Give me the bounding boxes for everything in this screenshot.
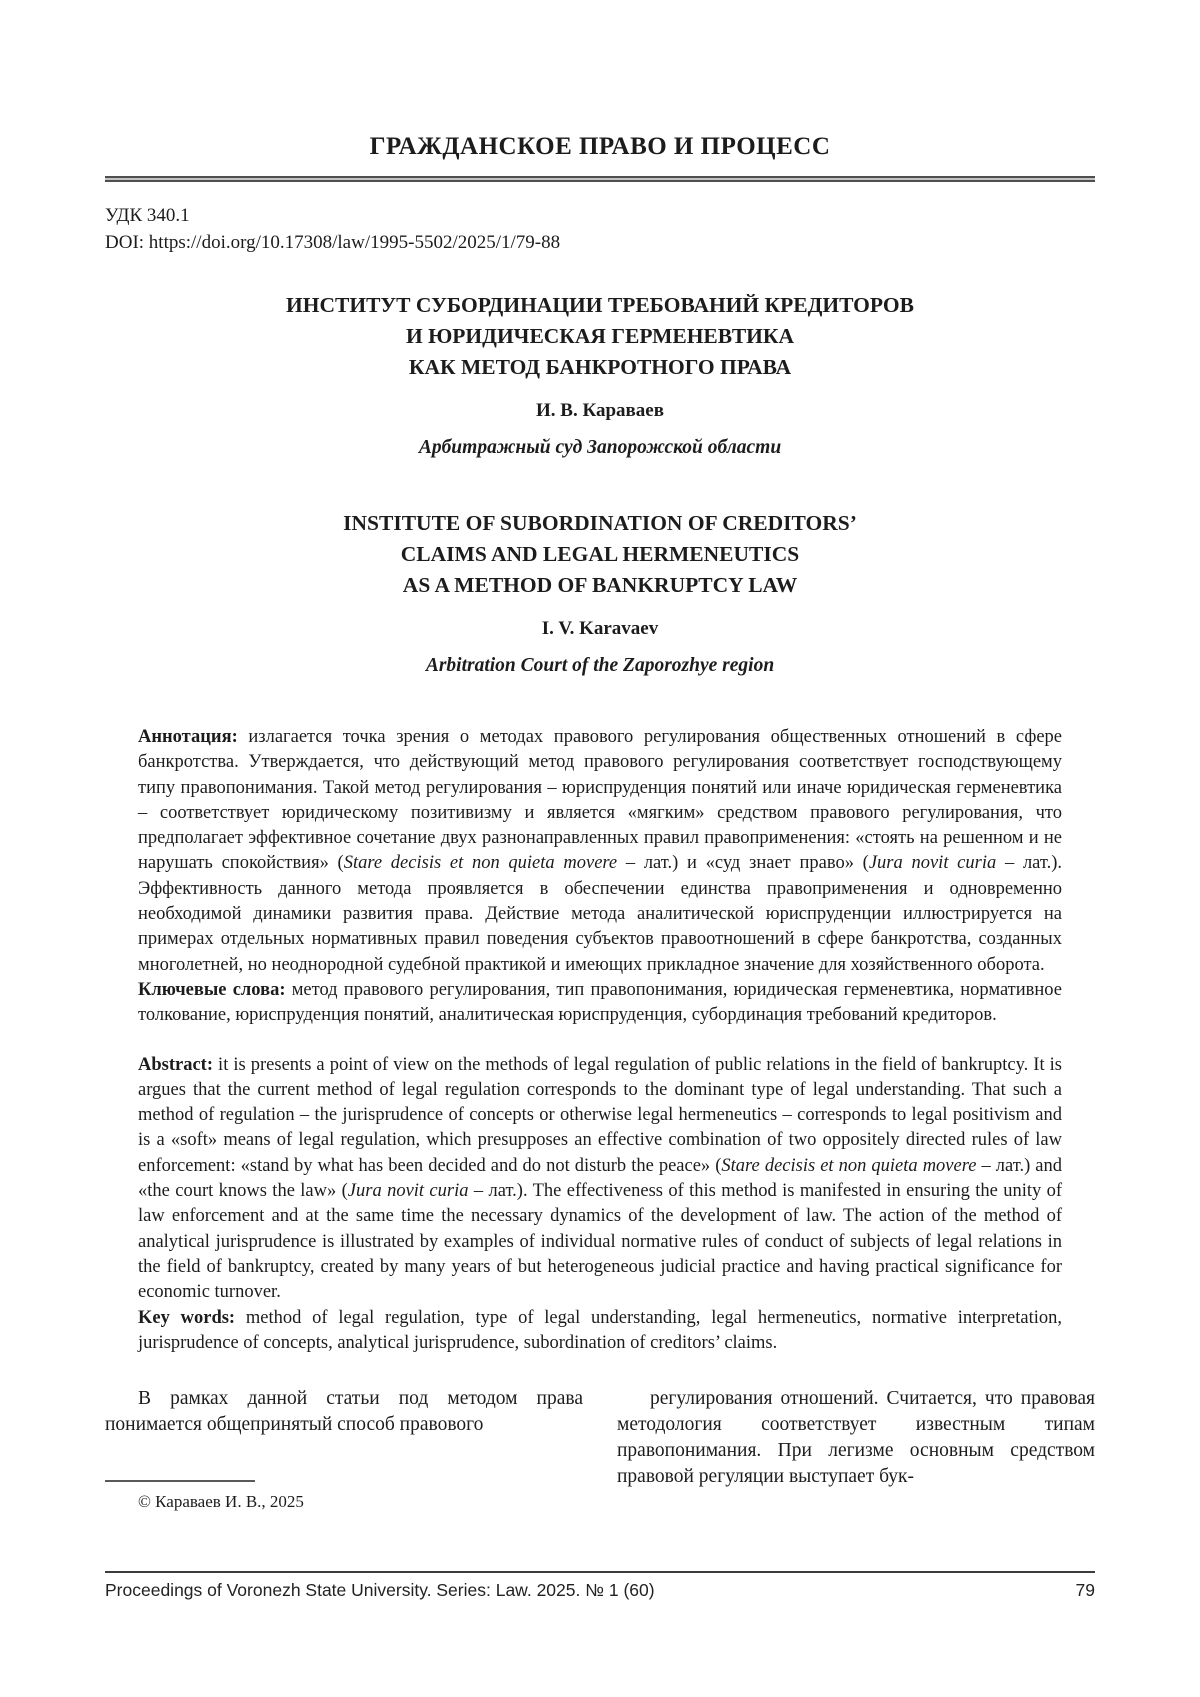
body-paragraph-2: регулирования отношений. Считается, что правовая методология соответствует известным типам правопонимания. При легизме основным средством правовой регуляции выступает бук-	[617, 1388, 1095, 1488]
abstract-block	[138, 725, 1062, 1356]
udc-line: УДК 340.1	[105, 205, 190, 226]
title-ru-line-3: КАК МЕТОД БАНКРОТНОГО ПРАВА	[408, 355, 792, 379]
title-en-line-3: AS A METHOD OF BANKRUPTCY LAW	[402, 573, 798, 597]
footer-rule	[105, 1571, 1095, 1573]
keywords-en: Key words: method of legal regulation, type of legal understanding, legal hermeneutics, normative interpretation, jurisprudence of concepts, analytical jurisprudence, subordination of creditors’ claims.	[138, 1307, 1062, 1353]
keywords-ru: Ключевые слова: метод правового регулирования, тип правопонимания, юридическая герменевтика, нормативное толкование, юриспруденция понятий, аналитическая юриспруденция, субординация требований кредиторов.	[138, 979, 1062, 1026]
body-column-1	[105, 1386, 583, 1513]
journal-info: Proceedings of Voronezh State University. Series: Law. 2025. № 1 (60)	[105, 1580, 655, 1600]
body-columns	[105, 1386, 1095, 1513]
footer-row	[105, 1580, 1095, 1601]
affiliation-ru: Арбитражный суд Запорожской области	[418, 437, 782, 458]
title-en-line-1: INSTITUTE OF SUBORDINATION OF CREDITORS’	[343, 511, 857, 535]
footnote-rule	[105, 1480, 255, 1482]
abstract-en: Abstract: it is presents a point of view on the methods of legal regulation of public relations in the field of bankruptcy. It is argues that the current method of legal regulation corresponds to the dominant type of legal understanding. That such a method of regulation – the jurisprudence of concepts or otherwise legal hermeneutics – corresponds to legal positivism and is a «soft» means of legal regulation, which presupposes an effective combination of two oppositely directed rules of law enforcement: «stand by what has been decided and do not disturb the peace» (Stare decisis et non quieta movere – лат.) and «the court knows the law» (Jura novit curia – лат.). The effectiveness of this method is manifested in ensuring the unity of law enforcement and at the same time the necessary dynamics of the development of law. The action of the method of analytical jurisprudence is illustrated by examples of individual normative rules of conduct of subjects of legal relations in the field of bankruptcy, created by many years of but heterogeneous judicial practice and having practical significance for economic turnover.	[138, 1054, 1063, 1303]
author-en: I. V. Karavaev	[541, 618, 659, 639]
page-number: 79	[1075, 1580, 1095, 1600]
copyright-text: © Караваев И. В., 2025	[138, 1492, 304, 1512]
section-header: ГРАЖДАНСКОЕ ПРАВО И ПРОЦЕСС	[369, 133, 831, 160]
page-footer	[105, 1571, 1095, 1601]
body-paragraph-1: В рамках данной статьи под методом права понимается общепринятый способ правового	[105, 1388, 583, 1436]
article-title-en	[105, 508, 1095, 601]
title-en-line-2: CLAIMS AND LEGAL HERMENEUTICS	[400, 542, 800, 566]
title-ru-line-2: И ЮРИДИЧЕСКАЯ ГЕРМЕНЕВТИКА	[405, 324, 795, 348]
doi-line: DOI: https://doi.org/10.17308/law/1995-5502/2025/1/79-88	[105, 232, 561, 253]
body-column-2	[617, 1386, 1095, 1513]
copyright-footnote	[105, 1480, 583, 1513]
article-meta	[105, 202, 1095, 256]
title-ru-line-1: ИНСТИТУТ СУБОРДИНАЦИИ ТРЕБОВАНИЙ КРЕДИТОРОВ	[286, 293, 914, 317]
article-title-ru	[105, 290, 1095, 383]
author-ru: И. В. Караваев	[536, 400, 664, 421]
abstract-ru: Аннотация: излагается точка зрения о методах правового регулирования общественных отношений в сфере банкротства. Утверждается, что действующий метод правового регулирования соответствует господствующему типу правопонимания. Такой метод регулирования – юриспруденция понятий или иначе юридическая герменевтика – соответствует юридическому позитивизму и является «мягким» средством правового регулирования, что предполагает эффективное сочетание двух разнонаправленных правил правоприменения: «стоять на решенном и не нарушать спокойствия» (Stare decisis et non quieta movere – лат.) и «суд знает право» (Jura novit curia – лат.). Эффективность данного метода проявляется в обеспечении единства правоприменения и одновременно необходимой динамики развития права. Действие метода аналитической юриспруденции иллюстрируется на примерах отдельных нормативных правил поведения субъектов правоотношений в сфере банкротства, созданных многолетней, но неоднородной судебной практикой и имеющих прикладное значение для хозяйственного оборота.	[138, 727, 1063, 975]
affiliation-en: Arbitration Court of the Zaporozhye region	[425, 655, 775, 676]
header-rule	[105, 176, 1095, 182]
